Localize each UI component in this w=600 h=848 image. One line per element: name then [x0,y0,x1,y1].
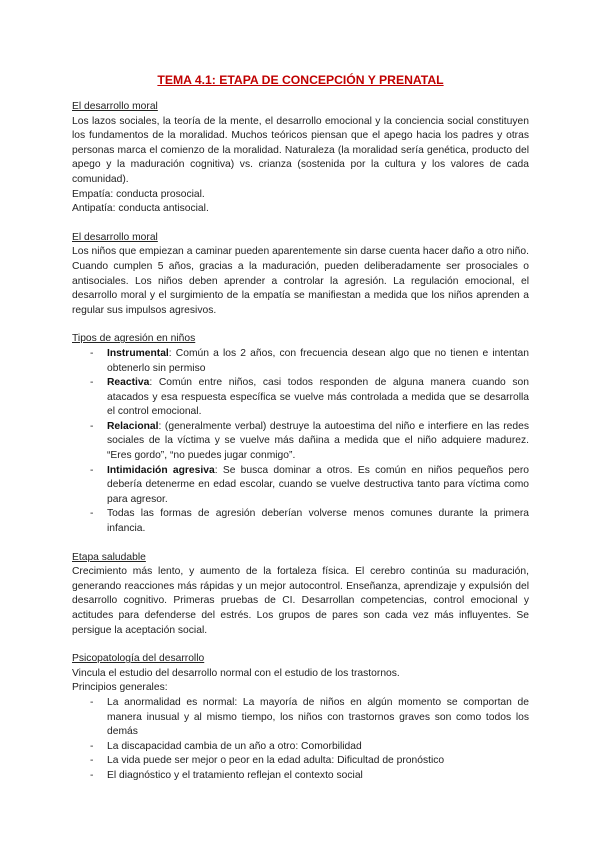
list-item-text: : (generalmente verbal) destruye la autoestima del niño e interfiere en las redes sociales de la víctima y se vuelve más dañina a medida que el niño adquiere madurez. “Eres gordo”, “no puedes jugar conmigo”. [107,420,529,462]
list-item-term: Reactiva [107,377,150,389]
list-item-text: : Se busca dominar a otros. Es común en niños pequeños pero debería detenerme en edad escolar, cuando se vuelve destructiva tanto para víctima como para agresor. [107,464,530,505]
list-item-term: Instrumental [107,347,169,359]
list-item-text: : Común a los 2 años, con frecuencia desean algo que no tienen e intentan obtenerlo sin permiso [107,347,529,374]
principles-label: Principios generales: [72,682,168,694]
list-item: - El diagnóstico y el tratamiento reflejan el contexto social [107,769,529,784]
list-item [107,507,529,536]
list-item: - La vida puede ser mejor o peor en la edad adulta: Dificultad de pronóstico [107,754,529,769]
list-item [107,464,529,508]
list-item-text: Todas las formas de agresión deberían volverse menos comunes durante la primera infancia. [107,508,529,535]
section-body: Los lazos sociales, la teoría de la mente, el desarrollo emocional y la conciencia social constituyen los fundamentos de la moralidad. Muchos teóricos piensan que el apego hacia los padres y otras personas marca el comienzo de la moralidad. Naturaleza (la moralidad sería genética, producto del apego y la maduración cognitiva) vs. crianza (sostenida por la cultura y los valores de cada comunidad). [72,115,529,185]
empathy-line: Empatía: conducta prosocial. [72,188,205,200]
section-intro: Vincula el estudio del desarrollo normal con el estudio de los trastornos. [72,667,400,679]
list-item [107,347,529,376]
list-item [107,376,529,420]
section-heading-developmental-psychopathology: Psicopatología del desarrollo [72,653,205,665]
aggression-list [72,347,529,537]
list-item-term: Intimidación agresiva [107,464,215,476]
list-item-text: : Común entre niños, casi todos responden de alguna manera cuando son atacados y esa respuesta específica se vuelve más controlada a medida que se desarrolla el control emocional. [107,377,529,418]
section-heading-moral-development: El desarrollo moral [72,101,158,112]
antipathy-line: Antipatía: conducta antisocial. [72,203,209,215]
list-item [107,420,529,464]
section-heading-moral-development-2: El desarrollo moral [72,231,158,243]
principles-list [72,696,529,784]
section-body: Los niños que empiezan a caminar pueden aparentemente sin darse cuenta hacer daño a otro niño. Cuando cumplen 5 años, gracias a la maduración, pueden deliberadamente ser prosociales o antisociales. Los niños deben aprender a controlar la agresión. La regulación emocional, el desarrollo moral y el surgimiento de la empatía se manifiestan a medida que los niños aprenden a regular sus impulsos agresivos. [72,246,529,316]
section-heading-aggression-types: Tipos de agresión en niños [72,333,196,345]
list-item-term: Relacional [107,420,159,432]
section-heading-healthy-stage: Etapa saludable [72,551,146,563]
page-title: TEMA 4.1: ETAPA DE CONCEPCIÓN Y PRENATAL [157,73,444,87]
list-item: - La discapacidad cambia de un año a otro: Comorbilidad [107,740,529,755]
section-body: Crecimiento más lento, y aumento de la fortaleza física. El cerebro continúa su maduración, generando reacciones más rápidas y un mejor autocontrol. Enseñanza, aprendizaje y expulsión del desarrollo cognitivo. Primeras pruebas de CI. Desarrollan competencias, control emocional y actitudes para defenderse del estrés. Los grupos de pares son cada vez más influyentes. Se persigue la aceptación social. [72,566,529,636]
list-item: - La anormalidad es normal: La mayoría de niños en algún momento se comportan de manera inusual y al mismo tiempo, los niños con trastornos graves son como todos los demás [107,696,529,740]
